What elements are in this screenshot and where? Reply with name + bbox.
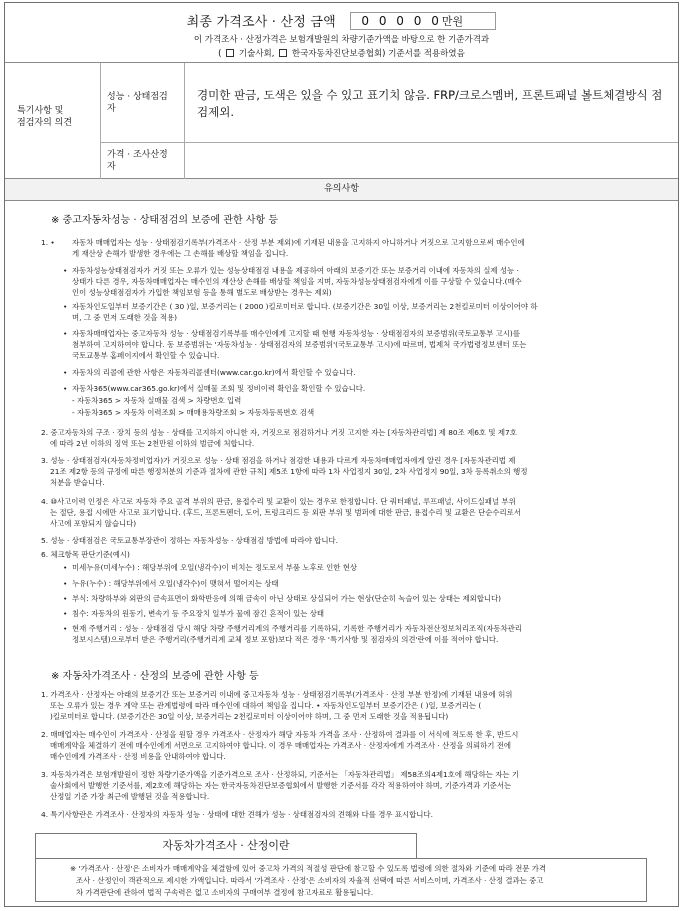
s2-item2-l1: 2. 매매업자는 매수인이 가격조사 · 산정을 원할 경우 가격조사 · 산정자가 해당 자동차 가격을 조사 · 산정하여 결과를 이 서식에 적도록 한 후, 반드시 xyxy=(41,730,519,739)
special-notes-table xyxy=(5,63,678,179)
s1-item4-l2: 는 절단, 용접 시에만 사고로 표기합니다. (후드, 프론트펜더, 도어, 트렁크리드 등 외판 부위 및 범퍼에 대한 판금, 용접수리 및 교환은 단순수리로서 xyxy=(50,508,521,517)
s1-item1-b1-l1: 자동차 매매업자는 성능 · 상태점검기록부(가격조사 · 산정 부분 제외)에 기재된 내용을 고지하지 아니하거나 거짓으로 고지함으로써 매수인에 xyxy=(72,238,525,247)
s1-item1-b3-l1: • 자동차인도일부터 보증기간은 ( 30 )일, 보증거리는 ( 2000 )킬로미터로 합니다. (보증기간은 30일 이상, 보증거리는 2천킬로미터 이상이어야 하 xyxy=(72,301,537,312)
s1-item1-b3-l2: 며, 그 중 먼저 도래한 것을 적용) xyxy=(72,313,178,322)
s2-item4-l1: 4. 특기사항란은 가격조사 · 산정자의 자동차 성능 · 상태에 대한 견해가 성능 · 상태점검자의 견해와 다를 경우 표시합니다. xyxy=(41,810,433,819)
price-appraisal-definition-title: 자동차가격조사 · 산정이란 xyxy=(35,833,417,859)
s2-item3-l1: 3. 자동차가격은 보험개발원이 정한 차량기준가액을 기준가격으로 조사 · 산정하되, 기준서는 「자동차관리법」 제58조의4제1호에 해당하는 자는 기 xyxy=(41,770,520,779)
s2-item2-l3: 매수인에게 가격조사 · 산정 비용을 안내하여야 합니다. xyxy=(50,752,226,761)
s1-item1-b4-l1: • 자동차매매업자는 중고자동차 성능 · 상태점검기록부를 매수인에게 고지할 때 현행 자동차성능 · 상태점검자의 보증범위(국토교통부 고시)를 xyxy=(72,328,520,339)
s1-item3-l1: 3. 성능 · 상태점검자(자동차정비업자)가 거짓으로 성능 · 상태 점검을 하거나 점검한 내용과 다르게 자동차매매업자에게 알린 경우 [자동차관리법 제 xyxy=(41,456,516,465)
inspector-opinion-text[interactable]: 경미한 판금, 도색은 있을 수 있고 표기치 않음. FRP/크로스멤버, 프론트패널 볼트체결방식 점검제외. xyxy=(197,88,663,119)
special-notes-label: 특기사항 및 점검자의 의견 xyxy=(17,106,73,128)
technician-society-checkbox[interactable] xyxy=(226,49,234,57)
s1-item1-b6-l2: - 자동차365 > 자동차 실매물 검색 > 차량번호 입력 xyxy=(72,396,242,405)
s1-item5-l1: 5. 성능 · 상태점검은 국토교통부장관이 정하는 자동차성능 · 상태점검 방법에 따라야 합니다. xyxy=(41,536,338,545)
s1-item6-b4: • 침수: 자동차의 원동기, 변속기 등 주요장치 일부가 물에 잠긴 흔적이 있는 상태 xyxy=(72,608,324,619)
section1-title: ※ 중고자동차성능 · 상태점검의 보증에 관한 사항 등 xyxy=(51,215,279,226)
s2-item1-l2: 또는 오류가 있는 경우 계약 또는 관계법령에 따라 매수인에 대하여 책임을 집니다. • 자동차인도일부터 보증기간은 ( )일, 보증거리는 ( xyxy=(50,701,482,710)
s1-item1-b1-l2: 게 재산상 손해가 발생한 경우에는 그 손해를 배상할 책임을 집니다. xyxy=(72,249,289,258)
price-basis-text: 이 가격조사 · 산정가격은 보험개발원의 차량기준가액을 바탕으로 한 기준가격과 xyxy=(193,35,490,45)
appraiser-label: 가격 · 조사산정 자 xyxy=(101,143,185,179)
s1-item6-b3: • 부식: 차량하부와 외판의 금속표면이 화학반응에 의해 금속이 아닌 상태로 상실되어 가는 현상(단순히 녹슬어 있는 상태는 제외합니다) xyxy=(72,593,501,604)
s1-item4-l1: 4. ⑩사고이력 인정은 사고로 자동차 주요 골격 부위의 판금, 용접수리 및 교환이 있는 경우로 한정합니다. 단 쿼터패널, 루프패널, 사이드실패널 부위 xyxy=(41,497,516,506)
s1-item3-l2: 21조 제2항 등의 규정에 따른 행정처분의 기준과 절차에 관한 규칙] 제5조 1항에 따라 1차 사업정지 30일, 2차 사업정지 90일, 3차 등록취소의 행정 xyxy=(50,467,528,476)
definition-line-3: 차 가격판단에 관하여 법적 구속력은 없고 소비자의 구매여부 결정에 참고자료로 활용됩니다. xyxy=(76,888,374,897)
s1-item1-b2-l3: 인이 성능상태점검자가 가입한 책임보험 등을 통해 별도로 배상받는 경우는 제외) xyxy=(72,288,332,297)
s1-item6-b2: • 누유(누수) : 해당부위에서 오일(냉각수)이 맺혀서 떨어지는 상태 xyxy=(72,578,279,589)
s1-item2-l1: 2. 중고자동차의 구조 · 장치 등의 성능 · 상태를 고지하지 아니한 자, 거짓으로 점검하거나 거짓 고지한 자는 [자동차관리법] 제 80조 제6호 및 제7호 xyxy=(41,428,517,437)
price-digits: 0 0 0 0 0 xyxy=(361,13,442,28)
price-unit: 만원 xyxy=(441,14,464,28)
s1-item4-l3: 사고에 포함되지 않습니다) xyxy=(50,519,137,528)
appraiser-opinion-row xyxy=(101,143,678,179)
price-appraisal-definition-box xyxy=(35,858,647,902)
special-notes-label-cell xyxy=(5,63,101,179)
s2-item3-l2: 술사회에서 발행한 기준서를, 제2호에 해당하는 자는 한국자동차진단보증협회에서 발행한 기준서를 각각 적용하여야 하며, 기준가격과 기준서는 xyxy=(50,781,512,790)
s1-item6-l1: 6. 체크항목 판단기준(예시) xyxy=(41,550,130,559)
diagnosis-association-checkbox[interactable] xyxy=(279,49,287,57)
s1-item1-num: 1. • xyxy=(41,238,55,247)
definition-line-2: 조사 · 산정인이 객관적으로 제시한 가액입니다. 따라서 '가격조사 · 산정'은 소비자의 자율적 선택에 따른 서비스이며, 가격조사 · 산정 결과는 중고 xyxy=(76,876,544,885)
s1-item6-b5-l2: 정보시스템)으로부터 받은 주행거리(주행거리계 교체 정보 포함)보다 적은 경우 '특기사항 및 점검자의 의견'란에 이를 적어야 합니다. xyxy=(72,635,499,644)
definition-line-1: ※ '가격조사 · 산정'은 소비자가 매매계약을 체결함에 있어 중고차 가격의 적절성 판단에 참고할 수 있도록 법령에 의한 절차와 기준에 따라 전문 가격 xyxy=(70,864,547,873)
final-price-row xyxy=(5,11,678,30)
s1-item1-b4-l3: 국토교통부 홈페이지에서 확인할 수 있습니다. xyxy=(72,351,220,360)
inspection-form-page xyxy=(4,2,679,907)
inspector-opinion-row xyxy=(101,63,678,143)
s1-item1-b6-l3: - 자동차365 > 자동차 이력조회 > 매매용차량조회 > 자동차등록번호 검색 xyxy=(72,408,315,417)
s2-item1-l3: )킬로미터로 합니다. (보증기간은 30일 이상, 보증거리는 2천킬로미터 이상이어야 하며, 그 중 먼저 도래한 것을 적용됩니다) xyxy=(50,712,449,721)
s1-item1-b2-l2: 상태가 다른 경우, 자동차매매업자는 매수인의 재산상 손해를 배상할 책임을 지며, 자동차성능상태점검자에게 이를 구상할 수 있습니다.(매수 xyxy=(72,277,522,286)
s1-item6-b1: • 미세누유(미세누수) : 해당부위에 오일(냉각수)이 비치는 정도로서 부품 노후로 인한 현상 xyxy=(72,562,357,573)
s1-item1-b2-l1: • 자동차성능상태점검자가 거짓 또는 오류가 있는 성능상태점검 내용을 제공하여 아래의 보증기간 또는 보증거리 이내에 자동차의 실제 성능 · xyxy=(72,265,519,276)
s1-item1-b5-l1: • 자동차의 리콜에 관한 사항은 자동차리콜센터(www.car.go.kr)에서 확인할 수 있습니다. xyxy=(72,367,355,378)
notice-header: 유의사항 xyxy=(5,179,678,201)
inspector-label: 성능 · 상태점검 자 xyxy=(101,63,185,142)
technician-society-label: 기술사회, xyxy=(238,49,275,59)
s1-item1-b4-l2: 첨부하여 고지하여야 합니다. 동 보증범위는 '자동차성능 · 상태점검자의 보증범위'(국토교통부 고시)에 따르며, 법제처 국가법령정보센터 또는 xyxy=(72,340,527,349)
s2-item3-l3: 산정일 기준 가장 최근에 발행된 것을 적용합니다. xyxy=(50,792,210,801)
final-price-field[interactable] xyxy=(350,12,496,30)
s2-item1-l1: 1. 가격조사 · 산정자는 아래의 보증기간 또는 보증거리 이내에 중고자동차 성능 · 상태점검기록부(가격조사 · 산정 부분 한정)에 기재된 내용에 허위 xyxy=(41,690,513,699)
section2-title: ※ 자동차가격조사 · 산정의 보증에 관한 사항 등 xyxy=(51,671,259,682)
s2-item2-l2: 매매계약을 체결하기 전에 매수인에게 서면으로 고지하여야 합니다. 이 경우 매매업자는 가격조사 · 산정자에게 가격조사 · 산정을 의뢰하기 전에 xyxy=(50,741,512,750)
s1-item6-b5-l1: • 현재 주행거리 : 성능 · 상태점검 당시 해당 차량 주행거리계의 주행거리를 기록하되, 기록한 주행거리가 자동차전산정보처리조직(자동차관리 xyxy=(72,623,522,634)
paren-open: ( xyxy=(218,49,222,59)
final-price-title: 최종 가격조사 · 산정 금액 xyxy=(186,15,336,30)
final-price-header xyxy=(5,3,678,63)
s1-item2-l2: 에 따라 2년 이하의 징역 또는 2천만원 이하의 벌금에 처합니다. xyxy=(50,439,255,448)
s1-item1-b6-l1: • 자동차365(www.car365.go.kr)에서 실매물 조회 및 정비이력 확인을 확인할 수 있습니다. xyxy=(72,383,365,394)
diagnosis-association-label: 한국자동차진단보증협회) 기준서를 적용하였음 xyxy=(291,49,465,59)
price-standard-line xyxy=(5,47,678,59)
s1-item3-l3: 처분을 받습니다. xyxy=(50,478,105,487)
